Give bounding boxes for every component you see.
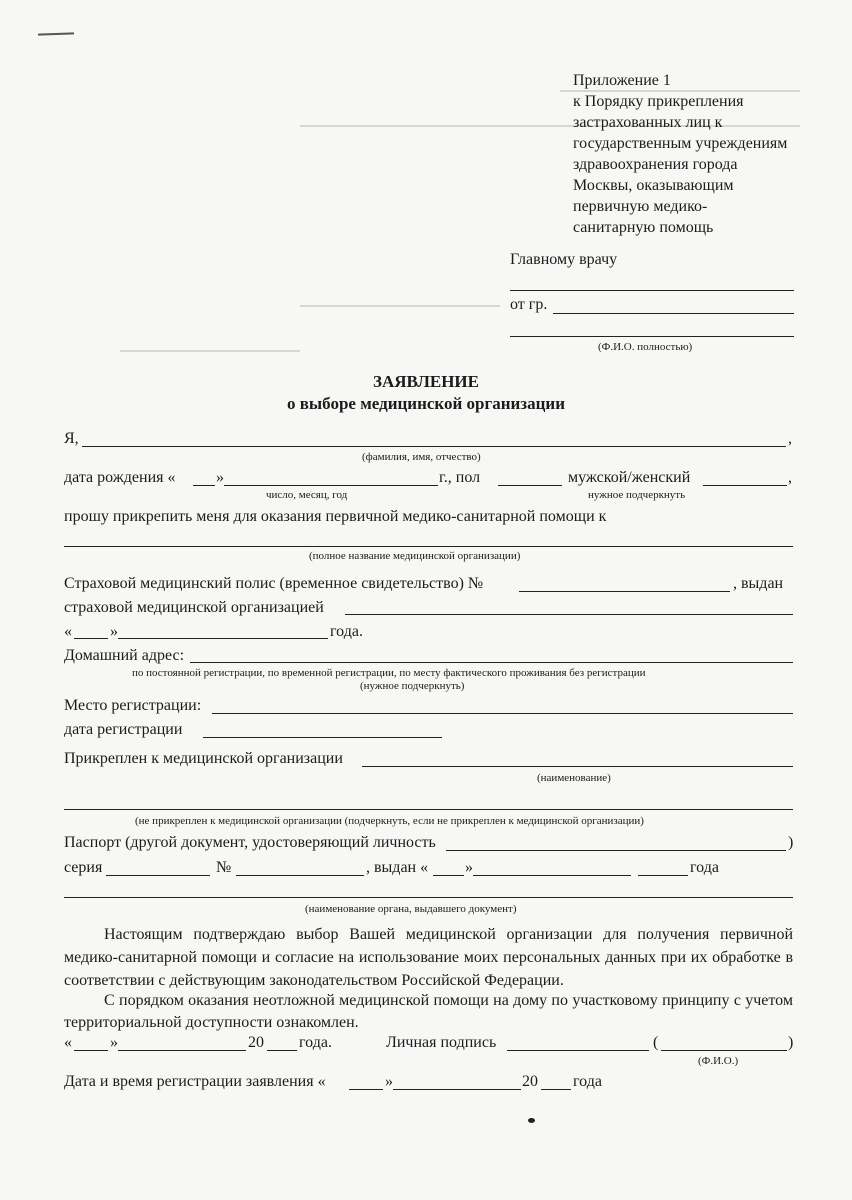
date-open: « xyxy=(64,623,72,640)
home-address-hint-2: (нужное подчеркнуть) xyxy=(360,680,465,692)
passport-type-field[interactable] xyxy=(446,850,786,851)
sign-paren-open: ( xyxy=(653,1034,659,1051)
dob-hint: число, месяц, год xyxy=(266,489,348,501)
i-label: Я, xyxy=(64,430,79,447)
attached-org-field[interactable] xyxy=(362,766,793,767)
sign-day-field[interactable] xyxy=(74,1050,108,1051)
registration-date-close: » xyxy=(385,1073,393,1090)
reg-date-field[interactable] xyxy=(203,737,442,738)
fio-hint: (фамилия, имя, отчество) xyxy=(362,451,481,463)
dob-day-field[interactable] xyxy=(193,485,215,486)
document-subtitle: о выборе медицинской организации xyxy=(286,394,566,413)
sign-century: 20 xyxy=(248,1034,264,1051)
sign-date-close: » xyxy=(110,1034,118,1051)
series-field[interactable] xyxy=(106,875,210,876)
issued-close: » xyxy=(465,859,473,876)
gender-options[interactable]: мужской/женский xyxy=(568,469,691,486)
number-label: № xyxy=(216,859,232,876)
registration-year-field[interactable] xyxy=(541,1089,571,1090)
org-hint: (полное название медицинской организации) xyxy=(309,550,521,562)
issued-label: , выдан « xyxy=(366,859,429,876)
registration-century: 20 xyxy=(522,1073,538,1090)
attached-hint: (наименование) xyxy=(537,772,611,784)
dob-month-year-field[interactable] xyxy=(224,485,438,486)
sign-fio-hint: (Ф.И.О.) xyxy=(698,1055,739,1067)
medical-organization-field[interactable] xyxy=(64,546,793,547)
full-name-field[interactable] xyxy=(82,446,786,447)
gender-hint: нужное подчеркнуть xyxy=(588,489,686,501)
scan-mark xyxy=(38,32,74,35)
addressee-to: Главному врачу xyxy=(510,251,618,268)
home-address-label: Домашний адрес: xyxy=(64,647,185,664)
dob-year-sex-label: г., пол xyxy=(439,469,481,486)
issued-month-field[interactable] xyxy=(473,875,631,876)
reg-date-label: дата регистрации xyxy=(64,721,183,738)
authority-hint: (наименование органа, выдавшего документ) xyxy=(305,903,517,915)
insurer-label: страховой медицинской организацией xyxy=(64,599,324,616)
document-title: ЗАЯВЛЕНИЕ xyxy=(372,372,479,391)
from-label: от гр. xyxy=(510,296,548,313)
passport-label: Паспорт (другой документ, удостоверяющий личность xyxy=(64,834,436,851)
sign-year-word: года. xyxy=(299,1034,332,1051)
not-attached-field[interactable] xyxy=(64,809,793,810)
year-word: года. xyxy=(330,623,363,640)
policy-issued-label: , выдан xyxy=(733,575,784,592)
attached-label: Прикреплен к медицинской организации xyxy=(64,750,343,767)
bleed-through xyxy=(560,90,800,92)
reg-place-label: Место регистрации: xyxy=(64,697,202,714)
dob-label: дата рождения « xyxy=(64,469,176,486)
comma: , xyxy=(788,430,792,447)
signature-label: Личная подпись xyxy=(386,1034,497,1051)
gender-underline-field[interactable] xyxy=(703,485,787,486)
year-word-plain: года xyxy=(690,859,719,876)
ink-dot xyxy=(528,1118,535,1123)
appendix-line: застрахованных лиц к xyxy=(573,114,723,131)
appendix-line: здравоохранения города xyxy=(573,156,738,173)
chief-doctor-field[interactable] xyxy=(510,290,794,291)
appendix-line: санитарную помощь xyxy=(573,219,714,236)
issued-year-field[interactable] xyxy=(638,875,688,876)
registration-label: Дата и время регистрации заявления « xyxy=(64,1073,326,1090)
from-name-field-2[interactable] xyxy=(510,336,794,337)
sign-month-field[interactable] xyxy=(118,1050,246,1051)
bleed-through xyxy=(120,350,300,352)
insurer-field[interactable] xyxy=(345,614,793,615)
appendix-line: Москвы, оказывающим xyxy=(573,177,734,194)
registration-month-field[interactable] xyxy=(393,1089,521,1090)
sign-paren-close: ) xyxy=(788,1034,794,1051)
reg-place-field[interactable] xyxy=(212,713,793,714)
from-name-field[interactable] xyxy=(553,313,794,314)
appendix-line: государственным учреждениям xyxy=(573,135,788,152)
appendix-line: Приложение 1 xyxy=(573,72,671,89)
sign-year-field[interactable] xyxy=(267,1050,297,1051)
issued-day-field[interactable] xyxy=(433,875,464,876)
appendix-line: первичную медико- xyxy=(573,198,708,215)
acknowledgement-paragraph: С порядком оказания неотложной медицинской помощи на дому по участковому принципу с учетом территориальной доступности ознакомлен. xyxy=(64,992,793,1031)
bleed-through xyxy=(300,125,800,127)
series-label: серия xyxy=(64,859,103,876)
policy-number-field[interactable] xyxy=(519,591,730,592)
date-close: » xyxy=(110,623,118,640)
home-address-field[interactable] xyxy=(190,662,793,663)
request-text: прошу прикрепить меня для оказания первичной медико-санитарной помощи к xyxy=(64,508,607,525)
sex-field[interactable] xyxy=(498,485,562,486)
appendix-line: к Порядку прикрепления xyxy=(573,93,744,110)
bleed-through xyxy=(300,305,500,307)
policy-date-field[interactable] xyxy=(118,638,328,639)
registration-year-word: года xyxy=(573,1073,602,1090)
fio-hint: (Ф.И.О. полностью) xyxy=(598,341,693,353)
comma: , xyxy=(788,469,792,486)
policy-label: Страховой медицинский полис (временное свидетельство) № xyxy=(64,575,484,592)
dob-close: » xyxy=(216,469,224,486)
signature-fio-field[interactable] xyxy=(661,1050,787,1051)
sign-date-open: « xyxy=(64,1034,72,1051)
paren-close: ) xyxy=(788,834,794,851)
policy-day-field[interactable] xyxy=(74,638,108,639)
registration-day-field[interactable] xyxy=(349,1089,383,1090)
signature-field[interactable] xyxy=(507,1050,649,1051)
passport-number-field[interactable] xyxy=(236,875,364,876)
consent-paragraph: Настоящим подтверждаю выбор Вашей медицинской организации для получения первичной медико-санитарной помощи и согласие на использование моих персональных данных при их обработке в соответствии с действующим законодательством Российской Федерации. xyxy=(64,926,793,989)
home-address-hint: по постоянной регистрации, по временной регистрации, по месту фактического проживания без регистрации xyxy=(132,667,646,679)
not-attached-hint: (не прикреплен к медицинской организации (подчеркнуть, если не прикреплен к медицинской организации) xyxy=(135,815,644,827)
issuing-authority-field[interactable] xyxy=(64,897,793,898)
